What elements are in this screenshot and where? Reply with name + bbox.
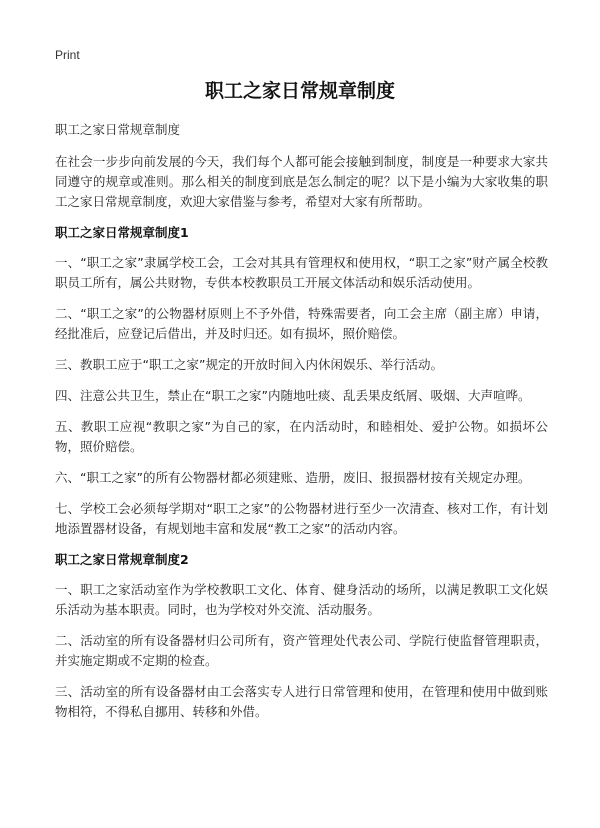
section-1-paragraph: 五、教职工应视“教职之家”为自己的家，在内活动时，和睦相处、爱护公物。如损坏公物，照价赔偿。 [55, 419, 548, 454]
section-1-paragraph: 三、教职工应于“职工之家”规定的开放时间入内休闲娱乐、举行活动。 [55, 357, 443, 372]
section-2-paragraph: 二、活动室的所有设备器材归公司所有，资产管理处代表公司、学院行使监督管理职责，并实施定期或不定期的检查。 [55, 633, 548, 668]
section-2-heading: 职工之家日常规章制度2 [55, 552, 189, 567]
section-1-heading: 职工之家日常规章制度1 [55, 225, 189, 240]
section-1-paragraph: 一、“职工之家”隶属学校工会，工会对其具有管理权和使用权，“职工之家”财产属全校教职员工所有，属公共财物，专供本校教职员工开展文体活动和娱乐活动使用。 [55, 255, 548, 290]
section-2-paragraph: 一、职工之家活动室作为学校教职工文化、体育、健身活动的场所，以满足教职工文化娱乐活动为基本职责。同时，也为学校对外交流、活动服务。 [55, 582, 548, 617]
document-body [55, 120, 548, 733]
section-1-paragraph: 四、注意公共卫生，禁止在“职工之家”内随地吐痰、乱丢果皮纸屑、吸烟、大声喧哗。 [55, 388, 531, 403]
document-subtitle: 职工之家日常规章制度 [55, 122, 181, 137]
section-1-paragraph: 六、“职工之家”的所有公物器材都必须建账、造册，废旧、报损器材按有关规定办理。 [55, 470, 531, 485]
document-title: 职工之家日常规章制度 [204, 80, 395, 102]
section-1-paragraph: 七、学校工会必须每学期对“职工之家”的公物器材进行至少一次清查、核对工作，有计划地添置器材设备，有规划地丰富和发展“教工之家”的活动内容。 [55, 501, 548, 536]
section-1-paragraph: 二、“职工之家”的公物器材原则上不予外借，特殊需要者，向工会主席（副主席）申请，经批准后，应登记后借出，并及时归还。如有损坏，照价赔偿。 [55, 306, 548, 341]
print-link[interactable]: Print [55, 48, 80, 62]
section-2-paragraph: 三、活动室的所有设备器材由工会落实专人进行日常管理和使用，在管理和使用中做到账物相符，不得私自挪用、转移和外借。 [55, 684, 548, 719]
intro-paragraph: 在社会一步步向前发展的今天，我们每个人都可能会接触到制度，制度是一种要求大家共同遵守的规章或准则。那么相关的制度到底是怎么制定的呢？以下是小编为大家收集的职工之家日常规章制度，欢迎大家借鉴与参考，希望对大家有所帮助。 [55, 154, 548, 209]
